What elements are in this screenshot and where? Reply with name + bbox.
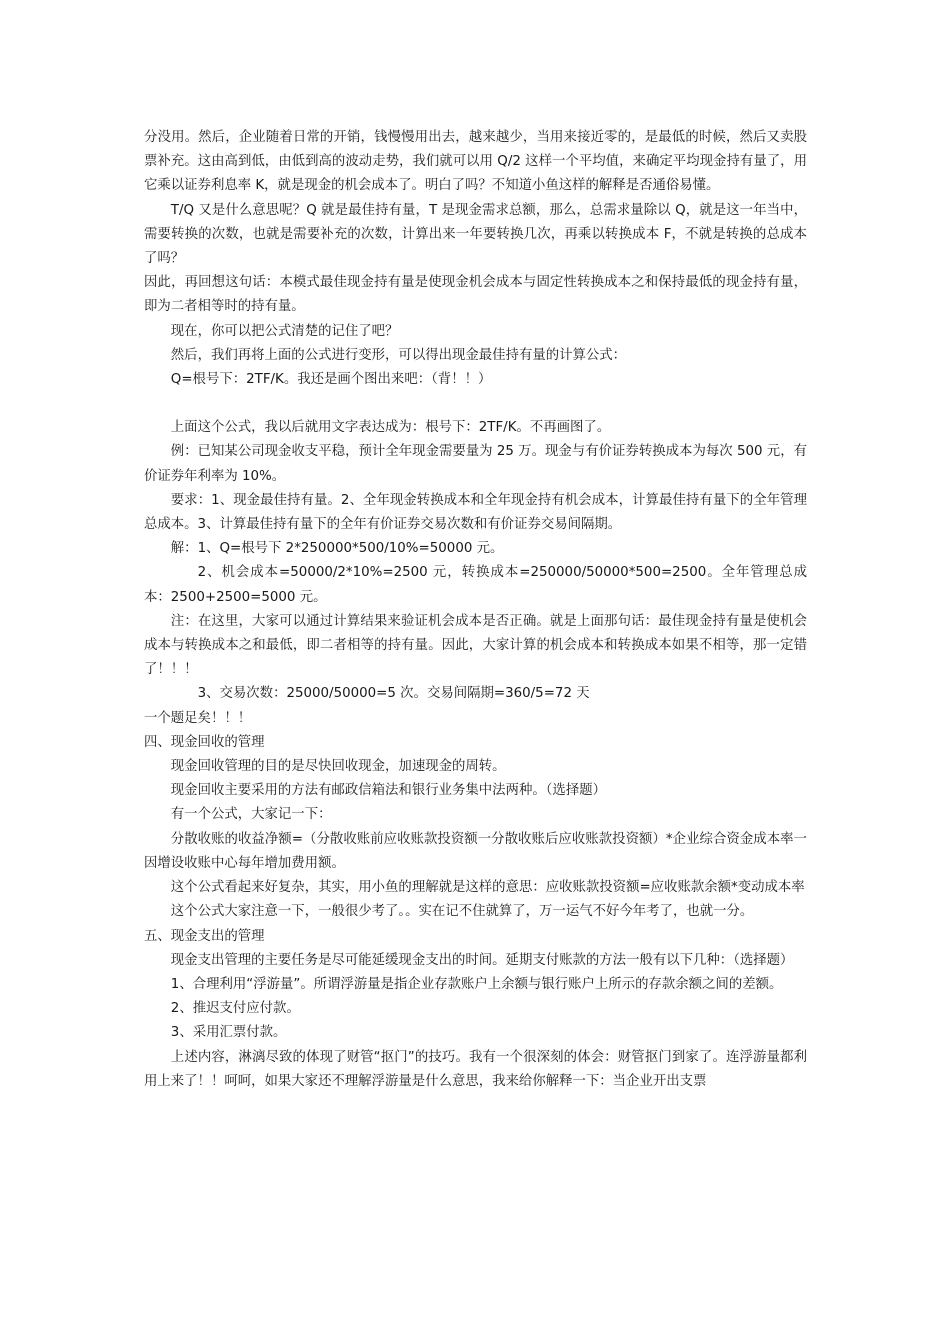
paragraph: 现金回收主要采用的方法有邮政信箱法和银行业务集中法两种。（选择题） xyxy=(170,783,606,799)
solution-step-3: 3、交易次数：25000/50000=5 次。交易间隔期=360/5=72 天 xyxy=(197,686,590,702)
section-heading: 四、现金回收的管理 xyxy=(144,734,265,750)
paragraph: 现金回收管理的目的是尽快回收现金，加速现金的周转。 xyxy=(170,759,506,775)
paragraph: T/Q 又是什么意思呢？Q 就是最佳持有量，T 是现金需求总额，那么，总需求量除以 Q，就是这一年当中，需要转换的次数，也就是需要补充的次数，计算出来一年要转换几次，再乘以转换成本 F，不就是转换的总成本了吗？ xyxy=(144,202,807,267)
paragraph: 上述内容，淋漓尽致的体现了财管“抠门”的技巧。我有一个很深刻的体会：财管抠门到家了。连浮游量都利用上来了！！呵呵，如果大家还不理解浮游量是什么意思，我来给你解释一下：当企业开出支票 xyxy=(144,1049,807,1089)
paragraph: 现在，你可以把公式清楚的记住了吧？ xyxy=(170,323,399,339)
paragraph: 分没用。然后，企业随着日常的开销，钱慢慢用出去，越来越少，当用来接近零的，是最低的时候，然后又卖股票补充。这由高到低，由低到高的波动走势，我们就可以用 Q/2 这样一个平均值，来确定平均现金持有量了，用它乘以证券利息率 K，就是现金的机会成本了。明白了吗？不知道小鱼这样的解释是否通俗易懂。 xyxy=(144,130,807,194)
list-item: 2、推迟支付应付款。 xyxy=(170,1001,300,1017)
paragraph: 有一个公式，大家记一下： xyxy=(170,807,332,823)
solution-step-2: 2、机会成本=50000/2*10%=2500 元，转换成本=250000/50000*500=2500。全年管理总成本：2500+2500=5000 元。 xyxy=(144,565,807,605)
list-item: 3、采用汇票付款。 xyxy=(170,1025,287,1041)
solution-step-1: 解：1、Q=根号下 2*250000*500/10%=50000 元。 xyxy=(170,541,504,557)
formula-line: Q=根号下：2TF/K。我还是画个图出来吧：（背！！） xyxy=(170,372,492,388)
blank-line xyxy=(144,392,807,416)
paragraph: 上面这个公式，我以后就用文字表达成为：根号下：2TF/K。不再画图了。 xyxy=(170,420,611,436)
document-body xyxy=(144,126,807,1094)
requirements-paragraph: 要求：1、现金最佳持有量。2、全年现金转换成本和全年现金持有机会成本，计算最佳持有量下的全年管理总成本。3、计算最佳持有量下的全年有价证券交易次数和有价证券交易间隔期。 xyxy=(144,492,807,533)
example-paragraph: 例：已知某公司现金收支平稳，预计全年现金需要量为 25 万。现金与有价证券转换成本为每次 500 元，有价证券年利率为 10%。 xyxy=(144,444,807,484)
note-paragraph: 注：在这里，大家可以通过计算结果来验证机会成本是否正确。就是上面那句话：最佳现金持有量是使机会成本与转换成本之和最低，即二者相等的持有量。因此，大家计算的机会成本和转换成本如果不相等，那一定错了！！！ xyxy=(144,613,807,678)
paragraph: 这个公式看起来好复杂，其实，用小鱼的理解就是这样的意思：应收账款投资额=应收账款余额*变动成本率 xyxy=(170,880,805,896)
section-heading: 五、现金支出的管理 xyxy=(144,928,265,944)
list-item: 1、合理利用“浮游量”。所谓浮游量是指企业存款账户上余额与银行账户上所示的存款余额之间的差额。 xyxy=(170,976,783,992)
paragraph: 因此，再回想这句话：本模式最佳现金持有量是使现金机会成本与固定性转换成本之和保持最低的现金持有量，即为二者相等时的持有量。 xyxy=(144,275,807,315)
paragraph: 然后，我们再将上面的公式进行变形，可以得出现金最佳持有量的计算公式： xyxy=(170,347,627,363)
formula-paragraph: 分散收账的收益净额=（分散收账前应收账款投资额一分散收账后应收账款投资额）*企业综合资金成本率一因增设收账中心每年增加费用额。 xyxy=(144,831,807,871)
paragraph: 现金支出管理的主要任务是尽可能延缓现金支出的时间。延期支付账款的方法一般有以下几种：（选择题） xyxy=(170,952,794,968)
paragraph: 这个公式大家注意一下，一般很少考了。。实在记不住就算了，万一运气不好今年考了，也就一分。 xyxy=(170,904,754,920)
paragraph: 一个题足矣！！！ xyxy=(144,710,252,726)
